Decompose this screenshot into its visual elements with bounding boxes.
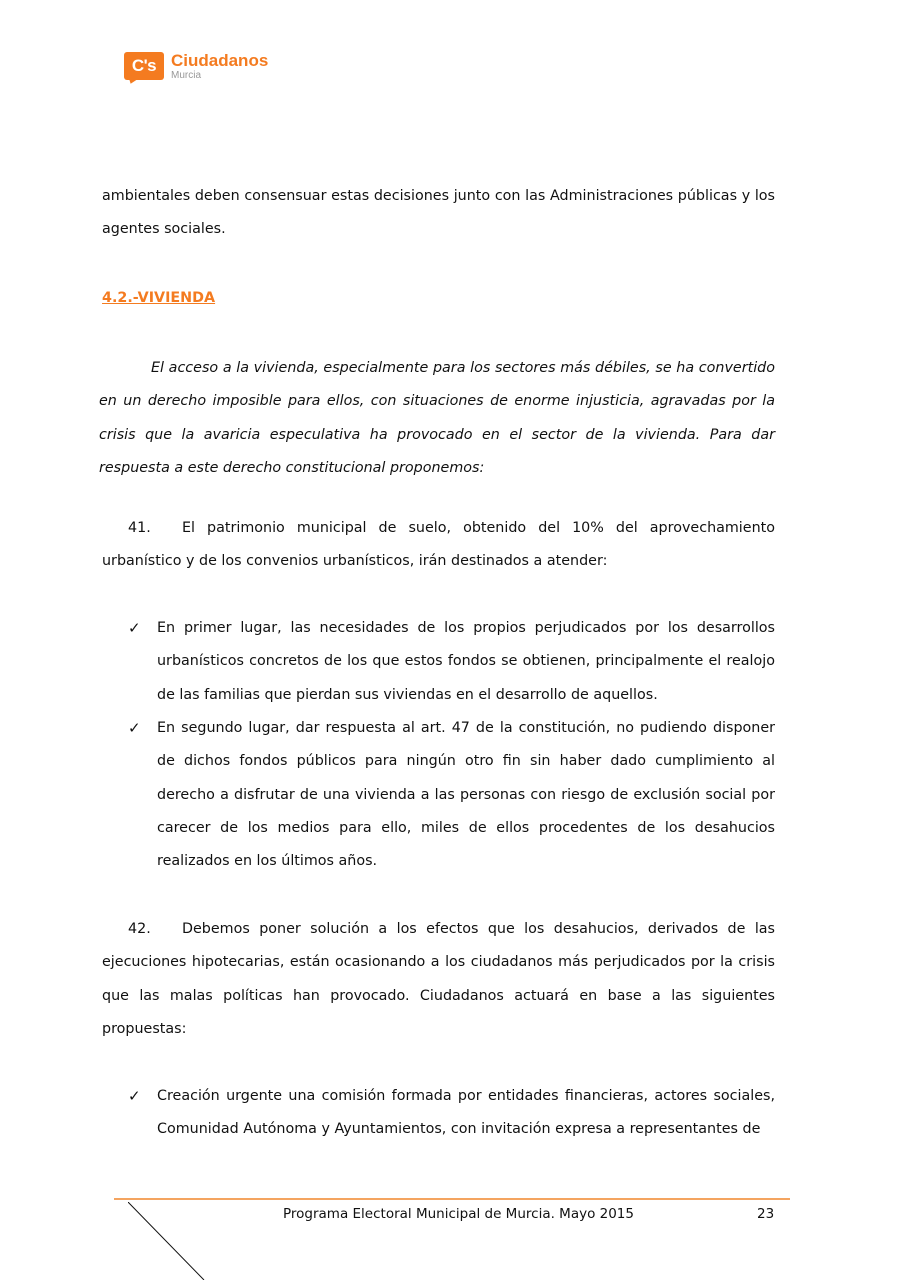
item-text: El patrimonio municipal de suelo, obtenido del 10% del aprovechamiento urbanístico y de los convenios urbanísticos, irán destinados a atender:: [102, 520, 775, 570]
item-number: 42.: [128, 921, 151, 937]
page-number: 23: [757, 1206, 775, 1222]
item-number: 41.: [128, 520, 151, 536]
bullet-item: [128, 712, 775, 878]
ciudadanos-logo: [124, 52, 274, 84]
item-text: Debemos poner solución a los efectos que los desahucios, derivados de las ejecuciones hipotecarias, están ocasionando a los ciudadanos más perjudicados por la crisis que las malas políticas han provocado. Ciudadanos actuará en base a las siguientes propuestas:: [102, 921, 775, 1037]
checkmark-icon: ✓: [128, 720, 141, 737]
intro-paragraph: ambientales deben consensuar estas decisiones junto con las Administraciones públicas y los agentes sociales.: [102, 188, 775, 238]
bullet-text: Creación urgente una comisión formada por entidades financieras, actores sociales, Comunidad Autónoma y Ayuntamientos, con invitación expresa a representantes de: [157, 1088, 775, 1138]
bullet-text: En primer lugar, las necesidades de los propios perjudicados por los desarrollos urbanísticos concretos de los que estos fondos se obtienen, principalmente el realojo de las familias que pierdan sus viviendas en el desarrollo de aquellos.: [157, 620, 775, 703]
footer-diagonal-line: [128, 1202, 208, 1280]
footer-divider: [114, 1198, 790, 1200]
bullet-text: En segundo lugar, dar respuesta al art. 47 de la constitución, no pudiendo disponer de dichos fondos públicos para ningún otro fin sin haber dado cumplimiento al derecho a disfrutar de una vivienda a las personas con riesgo de exclusión social por carecer de los medios para ello, miles de ellos procedentes de los desahucios realizados en los últimos años.: [157, 720, 775, 870]
checkmark-icon: ✓: [128, 620, 141, 637]
intro-italic-paragraph: El acceso a la vivienda, especialmente para los sectores más débiles, se ha convertido en un derecho imposible para ellos, con situaciones de enorme injusticia, agravadas por la crisis que la avaricia especulativa ha provocado en el sector de la vivienda. Para dar respuesta a este derecho constitucional proponemos:: [99, 360, 775, 476]
item-42: [102, 913, 775, 1046]
logo-subtitle: Murcia: [171, 70, 202, 81]
logo-badge: C's: [124, 52, 164, 80]
bullet-item: [128, 612, 775, 712]
bullet-item: [128, 1080, 775, 1147]
footer-title: Programa Electoral Municipal de Murcia. Mayo 2015: [283, 1206, 634, 1222]
checkmark-icon: ✓: [128, 1088, 141, 1105]
logo-name: Ciudadanos: [171, 51, 269, 70]
section-heading: 4.2.-VIVIENDA: [102, 290, 216, 306]
item-41: [102, 512, 775, 579]
